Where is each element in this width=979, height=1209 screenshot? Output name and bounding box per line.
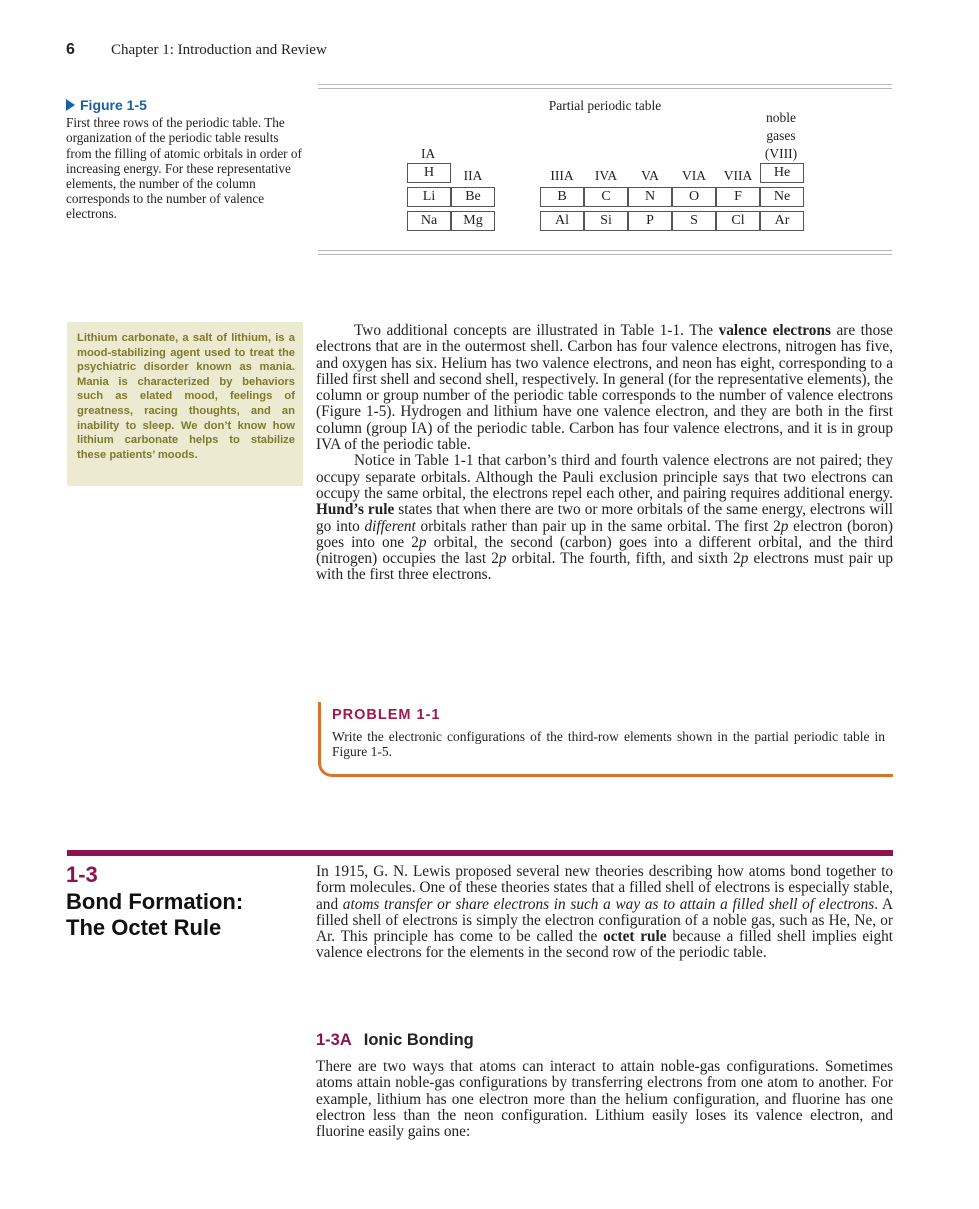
problem-box	[318, 702, 893, 777]
group-label-va: VA	[641, 168, 659, 183]
problem-title: PROBLEM 1-1	[332, 707, 441, 723]
element-cell-b: B	[540, 187, 584, 207]
element-cell-o: O	[672, 187, 716, 207]
group-label-via: VIA	[682, 168, 706, 183]
orbital-symbol: p	[740, 550, 749, 568]
figure-label	[66, 98, 302, 113]
element-cell-n: N	[628, 187, 672, 207]
element-cell-s: S	[672, 211, 716, 231]
section-rule	[67, 850, 893, 856]
group-label-iva: IVA	[594, 168, 618, 183]
paragraph-octet-rule	[316, 864, 893, 962]
paragraph-hunds-rule	[316, 453, 893, 583]
margin-note: Lithium carbonate, a salt of lithium, is a mood-stabilizing agent used to treat the psychiatric disorder known as mania. Mania is characterized by behaviors such as elated mood, feelings of greatness, racing thoughts, and an inability to sleep. We don’t know how lithium carbonate helps to stabilize these patients’ moods.	[67, 322, 303, 486]
text-run: . A filled shell of electrons is simply the electron configuration of a noble gas, such as He, Ne, or Ar. This principle has come to be called the	[316, 895, 893, 946]
text-run: Notice in Table 1-1 that carbon’s third and fourth valence electrons are not paired; they occupy separate orbitals. Although the Pauli exclusion principle says that two electrons can occupy the same orbital, the electrons repel each other, and pairing requires additional energy.	[316, 452, 893, 502]
element-cell-be: Be	[451, 187, 495, 207]
body-text-block	[316, 864, 893, 962]
problem-text: Write the electronic configurations of the third-row elements shown in the partial periodic table in Figure 1-5.	[332, 729, 885, 759]
group-label-iiia: IIIA	[550, 168, 574, 183]
text-run: states that when there are two or more orbitals of the same energy, electrons will go into	[316, 501, 893, 535]
subsection-heading	[316, 1031, 474, 1050]
element-cell-mg: Mg	[451, 211, 495, 231]
text-run: orbital. The fourth, fifth, and sixth 2	[506, 550, 741, 568]
orbital-symbol: p	[418, 533, 427, 551]
term-hunds-rule: Hund’s rule	[316, 501, 395, 519]
group-label-viia: VIIA	[723, 168, 753, 183]
paragraph-ionic-bonding: There are two ways that atoms can interact to attain noble-gas configurations. Sometimes atoms attain noble-gas configurations by transferring electrons from one atom to another. For example, lithium has one electron more than the helium configuration, and fluorine has one electron less than the neon configuration. Lithium easily loses its valence electron, and fluorine easily gains one:	[316, 1058, 893, 1141]
section-title-line: The Octet Rule	[66, 915, 222, 940]
element-cell-f: F	[716, 187, 760, 207]
figure-bottom-rule	[318, 250, 892, 255]
element-cell-h: H	[407, 163, 451, 183]
noble-label-line: noble	[766, 110, 796, 125]
noble-gases-label	[758, 109, 804, 163]
subsection-title: Ionic Bonding	[363, 1031, 474, 1049]
element-cell-c: C	[584, 187, 628, 207]
orbital-symbol: p	[498, 550, 507, 568]
figure-label-text: Figure 1-5	[80, 97, 147, 113]
figure-caption-text: First three rows of the periodic table. The organization of the periodic table results from the filling of atomic orbitals in order of increasing energy. For these representative elements, the number of the column corresponds to the number of valence electrons.	[66, 115, 302, 222]
paragraph-valence	[316, 323, 893, 453]
term-valence-electrons: valence electrons	[718, 322, 831, 339]
subsection-number: 1-3A	[316, 1031, 352, 1049]
element-cell-li: Li	[407, 187, 451, 207]
text-run: In 1915, G. N. Lewis proposed several new theories describing how atoms bond together to form molecules. One of these theories states that a filled shell of electrons is especially stable, and	[316, 863, 893, 913]
figure-top-rule	[318, 84, 892, 89]
body-text-block	[316, 1059, 893, 1140]
text-run: are those electrons that are in the outermost shell. Carbon has four valence electrons, nitrogen has five, and oxygen has six. Helium has two valence electrons, and neon has eight, corresponding to a filled first shell and second shell, respectively. In general (for the representative elements), the column or group number of the periodic table corresponds to the number of valence electrons (Figure 1-5). Hydrogen and lithium have one valence electron, and they are both in the first column (group IA) of the periodic table. Carbon has four valence electrons, and it is in group IVA of the periodic table.	[316, 322, 893, 454]
element-cell-he: He	[760, 163, 804, 183]
section-title	[66, 889, 306, 941]
text-run: electrons must pair up with the first three electrons.	[316, 550, 894, 584]
periodic-table-title: Partial periodic table	[548, 98, 662, 113]
element-cell-na: Na	[407, 211, 451, 231]
body-text-block	[316, 323, 893, 584]
text-run: orbitals rather than pair up in the same orbital. The first 2	[415, 517, 781, 535]
section-number: 1-3	[66, 862, 98, 887]
group-label-iia: IIA	[463, 168, 483, 183]
group-label-ia: IA	[421, 146, 436, 161]
text-run: Two additional concepts are illustrated in Table 1-1. The	[354, 322, 719, 339]
running-head: Chapter 1: Introduction and Review	[111, 42, 327, 58]
section-title-line: Bond Formation:	[66, 889, 244, 914]
page-number: 6	[66, 41, 75, 58]
element-cell-p: P	[628, 211, 672, 231]
element-cell-ne: Ne	[760, 187, 804, 207]
emphasis: different	[364, 517, 416, 535]
text-run: orbital, the second (carbon) goes into a different orbital, and the third (nitrogen) occupies the last 2	[316, 533, 894, 568]
noble-label-line: (VIII)	[764, 146, 798, 161]
element-cell-al: Al	[540, 211, 584, 231]
term-octet-rule: octet rule	[603, 928, 667, 946]
figure-caption	[66, 98, 302, 222]
text-run: electron (boron) goes into one 2	[316, 517, 894, 551]
triangle-marker-icon	[66, 99, 75, 111]
text-run: because a filled shell implies eight valence electrons for the elements in the second row of the periodic table.	[316, 928, 894, 962]
element-cell-ar: Ar	[760, 211, 804, 231]
orbital-symbol: p	[780, 517, 789, 535]
noble-label-line: gases	[766, 128, 796, 143]
emphasis: atoms transfer or share electrons in such a way as to attain a filled shell of electrons	[342, 895, 875, 913]
element-cell-si: Si	[584, 211, 628, 231]
element-cell-cl: Cl	[716, 211, 760, 231]
